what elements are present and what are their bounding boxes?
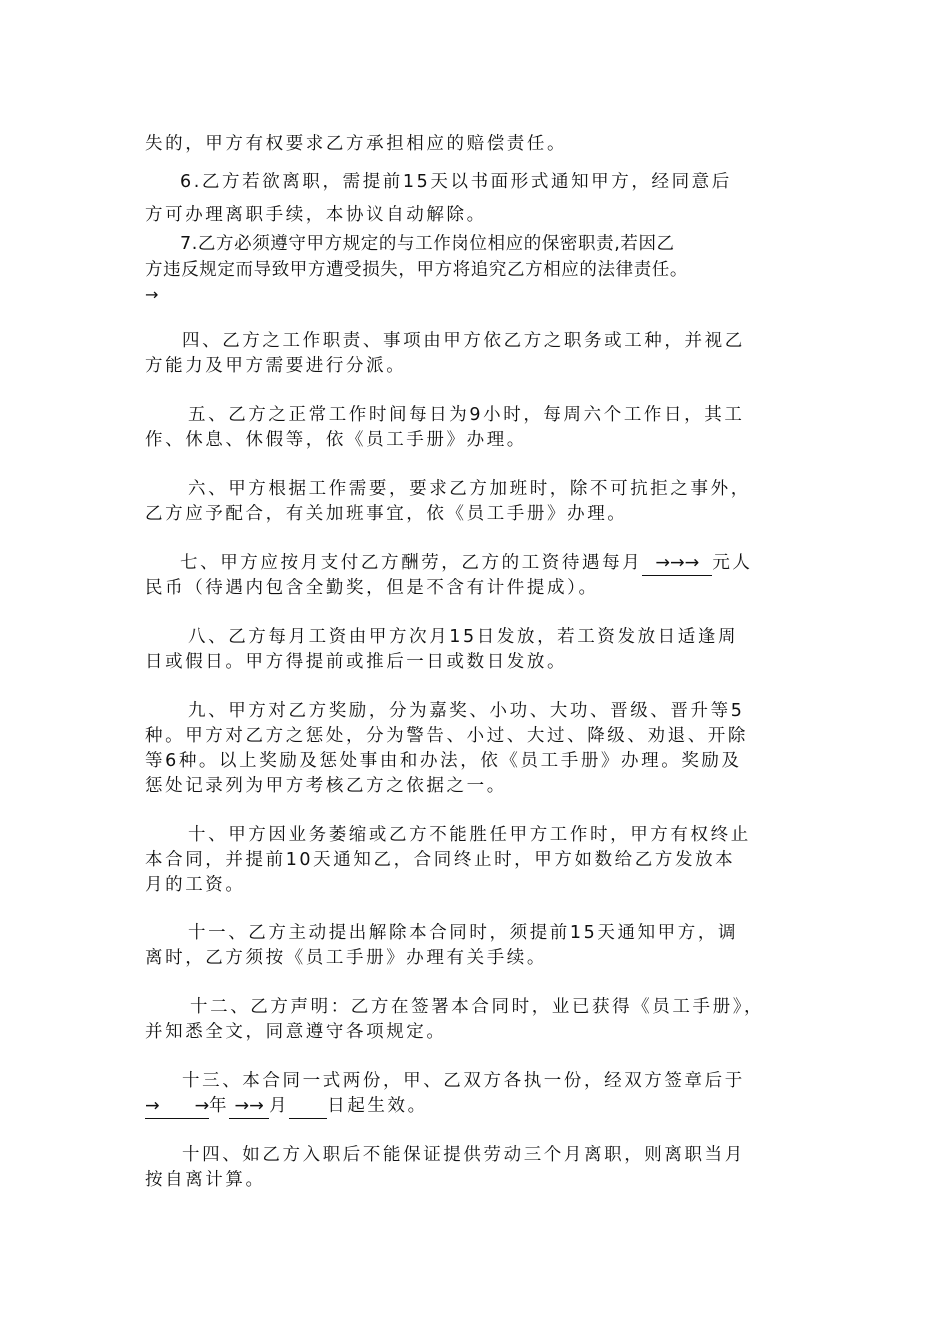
effective-year-blank: → → [145, 1094, 209, 1119]
section-13-line-2 [145, 1094, 805, 1119]
section-9-line-1: 九、甲方对乙方奖励，分为嘉奖、小功、大功、晋级、晋升等5 [188, 701, 745, 721]
section-7-line-2: 民币（待遇内包含全勤奖，但是不含有计件提成）。 [145, 578, 599, 598]
section-14-line-2: 按自离计算。 [145, 1170, 266, 1190]
clause-7-line-2: 方违反规定而导致甲方遭受损失，甲方将追究乙方相应的法律责任。 [145, 260, 688, 280]
effective-day-blank [289, 1094, 327, 1119]
clause-7-tab-mark: → [145, 285, 159, 304]
section-7-text-a: 七、甲方应按月支付乙方酬劳，乙方的工资待遇每月 [180, 553, 643, 573]
year-label: 年 [209, 1096, 230, 1116]
clause-6-line-1: 6.乙方若欲离职，需提前15天以书面形式通知甲方，经同意后 [180, 172, 732, 192]
section-12-line-1: 十二、乙方声明：乙方在签署本合同时，业已获得《员工手册》， [190, 997, 765, 1017]
effective-month-blank: →→ [229, 1094, 269, 1119]
section-9-line-3: 等6种。以上奖励及惩处事由和办法，依《员工手册》办理。奖励及 [145, 751, 742, 771]
section-10-line-2: 本合同，并提前10天通知乙，合同终止时，甲方如数给乙方发放本 [145, 850, 736, 870]
month-label: 月 [269, 1096, 290, 1116]
section-9-line-4: 惩处记录列为甲方考核乙方之依据之一。 [145, 776, 507, 796]
section-10-line-1: 十、甲方因业务萎缩或乙方不能胜任甲方工作时，甲方有权终止 [188, 825, 751, 845]
day-label: 日起生效。 [327, 1096, 428, 1116]
section-12-line-2: 并知悉全文，同意遵守各项规定。 [145, 1022, 447, 1042]
section-7-line-1 [180, 551, 805, 576]
salary-amount-blank: →→→ [642, 551, 712, 576]
section-5-line-2: 作、休息、休假等，依《员工手册》办理。 [145, 430, 527, 450]
section-11-line-2: 离时，乙方须按《员工手册》办理有关手续。 [145, 948, 547, 968]
section-7-text-b: 元人 [712, 553, 753, 573]
section-4-line-1: 四、乙方之工作职责、事项由甲方依乙方之职务或工种，并视乙 [182, 331, 745, 351]
clause-6-line-2: 方可办理离职手续，本协议自动解除。 [145, 205, 487, 225]
section-11-line-1: 十一、乙方主动提出解除本合同时，须提前15天通知甲方，调 [188, 923, 739, 943]
section-4-line-2: 方能力及甲方需要进行分派。 [145, 356, 407, 376]
section-13-line-1: 十三、本合同一式两份，甲、乙双方各执一份，经双方签章后于 [182, 1071, 745, 1091]
section-6-line-1: 六、甲方根据工作需要，要求乙方加班时，除不可抗拒之事外， [188, 479, 751, 499]
section-8-line-2: 日或假日。甲方得提前或推后一日或数日发放。 [145, 652, 568, 672]
section-14-line-1: 十四、如乙方入职后不能保证提供劳动三个月离职，则离职当月 [182, 1145, 745, 1165]
clause-5-continuation: 失的，甲方有权要求乙方承担相应的赔偿责任。 [145, 134, 568, 154]
section-10-line-3: 月的工资。 [145, 875, 246, 895]
section-6-line-2: 乙方应予配合，有关加班事宜，依《员工手册》办理。 [145, 504, 628, 524]
section-9-line-2: 种。甲方对乙方之惩处，分为警告、小过、大过、降级、劝退、开除 [145, 726, 748, 746]
section-5-line-1: 五、乙方之正常工作时间每日为9小时，每周六个工作日，其工 [188, 405, 745, 425]
clause-7-line-1: 7.乙方必须遵守甲方规定的与工作岗位相应的保密职责,若因乙 [180, 234, 675, 254]
section-8-line-1: 八、乙方每月工资由甲方次月15日发放，若工资发放日适逢周 [188, 627, 739, 647]
